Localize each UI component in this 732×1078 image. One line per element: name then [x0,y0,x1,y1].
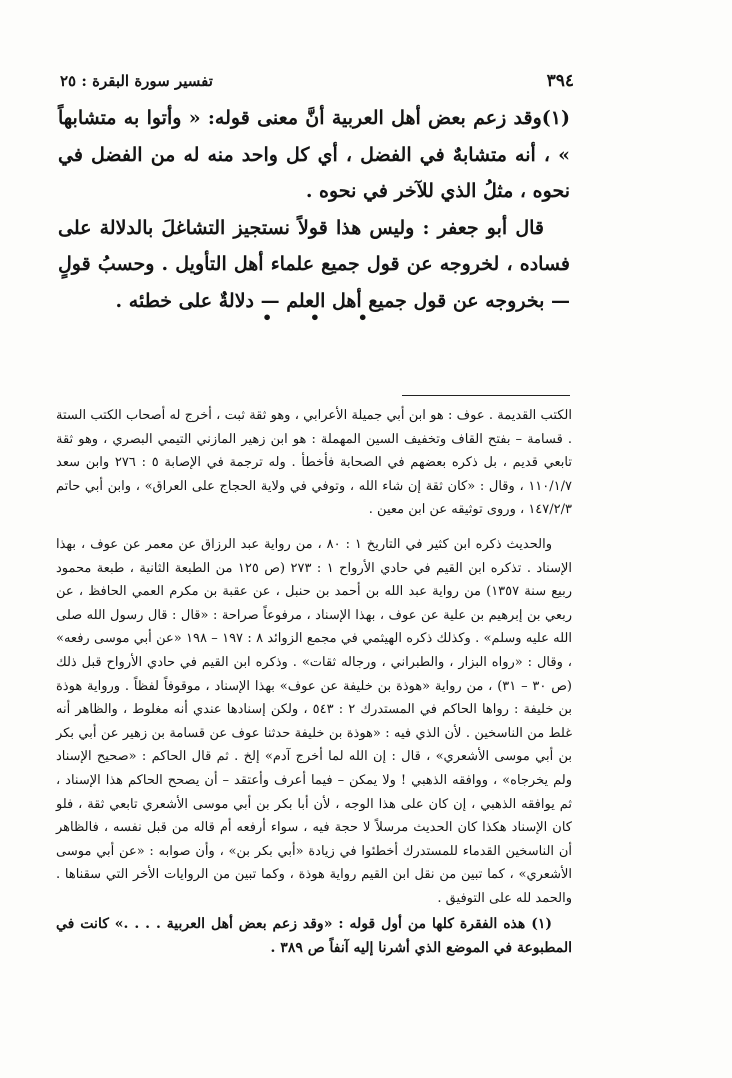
footnote-1: (١) هذه الفقرة كلها من أول قوله : «وقد زعم بعض أهل العربية . . . .» كانت في المطبوعة في الموضع الذي أشرنا إليه آنفاً ص ٣٨٩ . [56,916,572,957]
footnotes [56,404,572,960]
main-paragraph-2: قال أبو جعفر : وليس هذا قولاً نستجيز التشاغلَ بالدلالة على فساده ، لخروجه عن قول جميع علماء أهل التأويل . وحسبُ قولٍ — بخروجه عن قول جميع أهل العلم — دلالةٌ على خطئه . [58,216,570,312]
running-title: تفسير سورة البقرة : ٢٥ [60,72,213,90]
main-text [58,100,570,319]
footnote-paragraph-2: والحديث ذكره ابن كثير في التاريخ ١ : ٨٠ ، من رواية عبد الرزاق عن معمر عن عوف ، بهذا الإسناد . تذكره ابن القيم في حادي الأرواح ١ : ٢٧٣ (ص ١٢٥ من الطبعة الثانية ، طبعة محمود ربيع سنة ١٣٥٧) من رواية عبد الله بن أحمد بن حنبل ، عن عقبة بن مكرم العمي الحافظ ، عن ربعي بن إبرهيم بن علية عن عوف ، بهذا الإسناد ، مرفوعاً صراحة : «قال : قال رسول الله صلى الله عليه وسلم» . وكذلك ذكره الهيثمي في مجمع الزوائد ٨ : ١٩٧ – ١٩٨ «عن أبي موسى رفعه» ، وقال : «رواه البزار ، والطبراني ، ورجاله ثقات» . وذكره ابن القيم في حادي الأرواح قبل ذلك (ص ٣٠ – ٣١) ، من رواية «هوذة بن خليفة عن عوف» بهذا الإسناد ، موقوفاً لفظاً . ورواية هوذة بن خليفة : رواها الحاكم في المستدرك ٢ : ٥٤٣ ، ولكن إسنادها عندي أنه مغلوط ، والظاهر أنه غلط من الناسخين . لأن الذي فيه : «هوذة بن خليفة حدثنا عوف عن قسامة بن زهير عن أبي بكر بن أبي موسى الأشعري» ، قال : إن الله لما أخرج آدم» إلخ . ثم قال الحاكم : «صحيح الإسناد ولم يخرجاه» ، ووافقه الذهبي ! ولا يمكن – فيما أعرف وأعتقد – أن يصحح الحاكم هذا الإسناد ، ثم يوافقه الذهبي ، إن كان على هذا الوجه ، لأن أبا بكر بن أبي موسى الأشعري تابعي ثقة ، فلو كان الإسناد هكذا كان الحديث مرسلاً لا حجة فيه ، سواء أرفعه أم قاله من قبل نفسه ، فالظاهر أن الناسخين القدماء للمستدرك أخطئوا في زيادة «أبي بكر بن» ، وأن صوابه : «عن أبي موسى الأشعري» ، كما تبين من نقل ابن القيم رواية هوذة ، وكما تبين من الروايات الأخر التي سقناها . والحمد لله على التوفيق . [56,536,573,906]
section-separator: • • • [262,308,384,327]
main-paragraph-1: (١)وقد زعم بعض أهل العربية أنَّ معنى قوله: « وأتوا به متشابهاً » ، أنه متشابهٌ في الفضل ، أي كل واحد منه له من الفضل في نحوه ، مثلُ الذي للآخر في نحوه . [58,107,570,202]
page-header [60,66,574,96]
page-number: ٣٩٤ [546,71,574,91]
footnote-divider [402,395,570,396]
footnote-paragraph-1: الكتب القديمة . عوف : هو ابن أبي جميلة الأعرابي ، وهو ثقة ثبت ، أخرج له أصحاب الكتب الستة . قسامة – بفتح القاف وتخفيف السين المهملة : هو ابن زهير المازني التيمي البصري ، وهو ثقة تابعي قديم ، بل ذكره بعضهم في الصحابة فأخطأ . وله ترجمة في الإصابة ٥ : ٢٧٦ وابن سعد ١١٠/١/٧ ، وقال : «كان ثقة إن شاء الله ، وتوفي في ولاية الحجاج على العراق» ، وابن أبي حاتم ١٤٧/٢/٣ ، وروى توثيقه عن ابن معين . [56,408,573,518]
